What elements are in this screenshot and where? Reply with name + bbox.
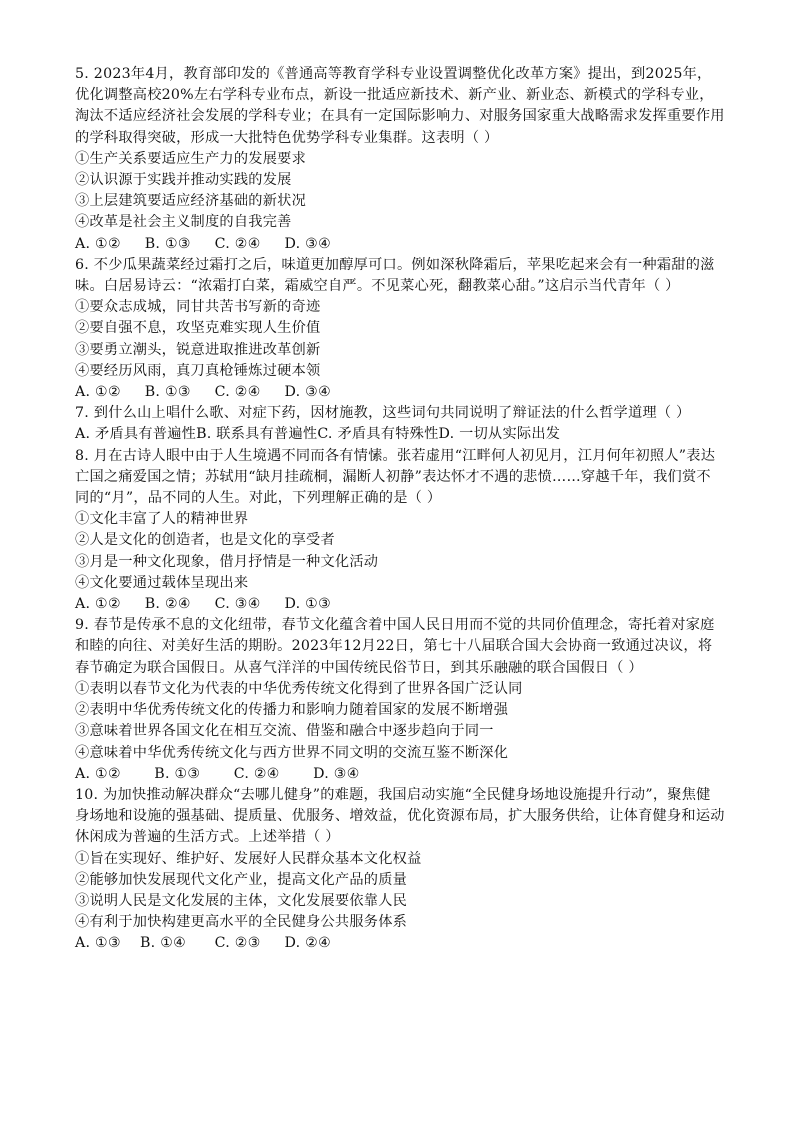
option-1: ①要众志成城，同甘共苦书写新的奇迹 — [75, 299, 321, 316]
answer-choices: A. ①② B. ①③ C. ②④ D. ③④ — [75, 765, 360, 782]
option-3: ③说明人民是文化发展的主体，文化发展要依靠人民 — [75, 892, 408, 909]
option-3: ③月是一种文化现象，借月抒情是一种文化活动 — [75, 553, 379, 570]
option-3: ③要勇立潮头，锐意进取推进改革创新 — [75, 341, 321, 358]
question-8 — [75, 446, 725, 616]
answer-choices: A. ①② B. ①③ C. ②④ D. ③④ — [75, 235, 332, 252]
option-3: ③上层建筑要适应经济基础的新状况 — [75, 193, 307, 210]
option-3: ③意味着世界各国文化在相互交流、借鉴和融合中逐步趋向于同一 — [75, 723, 494, 740]
answer-choices: A. ①② B. ①③ C. ②④ D. ③④ — [75, 384, 332, 401]
question-stem: 5. 2023年4月，教育部印发的《普通高等教育学科专业设置调整优化改革方案》提出，到2025年，优化调整高校20%左右学科专业布点，新设一批适应新技术、新产业、新业态、新模式的学科专业，淘汰不适应经济社会发展的学科专业；在具有一定国际影响力、对服务国家重大战略需求发挥重要作用的学科取得突破，形成一大批特色优势学科专业集群。这表明（ ） — [75, 66, 725, 146]
option-2: ②表明中华优秀传统文化的传播力和影响力随着国家的发展不断增强 — [75, 702, 509, 719]
option-4: ④有利于加快构建更高水平的全民健身公共服务体系 — [75, 914, 408, 931]
option-1: ①表明以春节文化为代表的中华优秀传统文化得到了世界各国广泛认同 — [75, 680, 523, 697]
question-stem: 7. 到什么山上唱什么歌、对症下药，因材施教，这些词句共同说明了辩证法的什么哲学道理（ ） — [75, 405, 691, 422]
question-stem: 8. 月在古诗人眼中由于人生境遇不同而各有情愫。张若虚用“江畔何人初见月，江月何年初照人”表达亡国之痛爱国之情；苏轼用“缺月挂疏桐，漏断人初静”表达怀才不遇的悲愤……穿越千年，我们赏不同的“月”，品不同的人生。对此，下列理解正确的是（ ） — [75, 447, 716, 507]
option-4: ④文化要通过载体呈现出来 — [75, 574, 249, 591]
question-7 — [75, 403, 725, 445]
option-4: ④意味着中华优秀传统文化与西方世界不同文明的交流互鉴不断深化 — [75, 744, 509, 761]
question-10 — [75, 785, 725, 955]
question-5 — [75, 64, 725, 255]
option-1: ①旨在实现好、维护好、发展好人民群众基本文化权益 — [75, 850, 422, 867]
answer-choices: A. ①③ B. ①④ C. ②③ D. ②④ — [75, 935, 332, 952]
option-2: ②要自强不息，攻坚克难实现人生价值 — [75, 320, 321, 337]
answer-choices: A. 矛盾具有普遍性B. 联系具有普遍性C. 矛盾具有特殊性D. 一切从实际出发 — [75, 426, 561, 443]
question-stem: 10. 为加快推动解决群众“去哪儿健身”的难题，我国启动实施“全民健身场地设施提升行动”，聚焦健身场地和设施的强基础、提质量、优服务、增效益，优化资源布局，扩大服务供给，让体育健身和运动休闲成为普遍的生活方式。上述举措（ ） — [75, 786, 725, 846]
question-9 — [75, 615, 725, 785]
option-4: ④改革是社会主义制度的自我完善 — [75, 214, 292, 231]
exam-page — [75, 64, 725, 955]
answer-choices: A. ①② B. ②④ C. ③④ D. ①③ — [75, 596, 332, 613]
option-1: ①生产关系要适应生产力的发展要求 — [75, 150, 307, 167]
question-stem: 9. 春节是传承不息的文化纽带，春节文化蕴含着中国人民日用而不觉的共同价值理念，寄托着对家庭和睦的向往、对美好生活的期盼。2023年12月22日，第七十八届联合国大会协商一致通过决议，将春节确定为联合国假日。从喜气洋洋的中国传统民俗节日，到其乐融融的联合国假日（ ） — [75, 617, 715, 676]
option-1: ①文化丰富了人的精神世界 — [75, 511, 249, 528]
question-6 — [75, 255, 725, 403]
option-4: ④要经历风雨，真刀真枪锤炼过硬本领 — [75, 362, 321, 379]
option-2: ②人是文化的创造者，也是文化的享受者 — [75, 532, 335, 549]
option-2: ②能够加快发展现代文化产业，提高文化产品的质量 — [75, 871, 408, 888]
question-stem: 6. 不少瓜果蔬菜经过霜打之后，味道更加醇厚可口。例如深秋降霜后，苹果吃起来会有一种霜甜的滋味。白居易诗云：“浓霜打白菜，霜威空自严。不见菜心死，翻教菜心甜。”这启示当代青年（ ） — [75, 256, 715, 295]
option-2: ②认识源于实践并推动实践的发展 — [75, 172, 292, 189]
